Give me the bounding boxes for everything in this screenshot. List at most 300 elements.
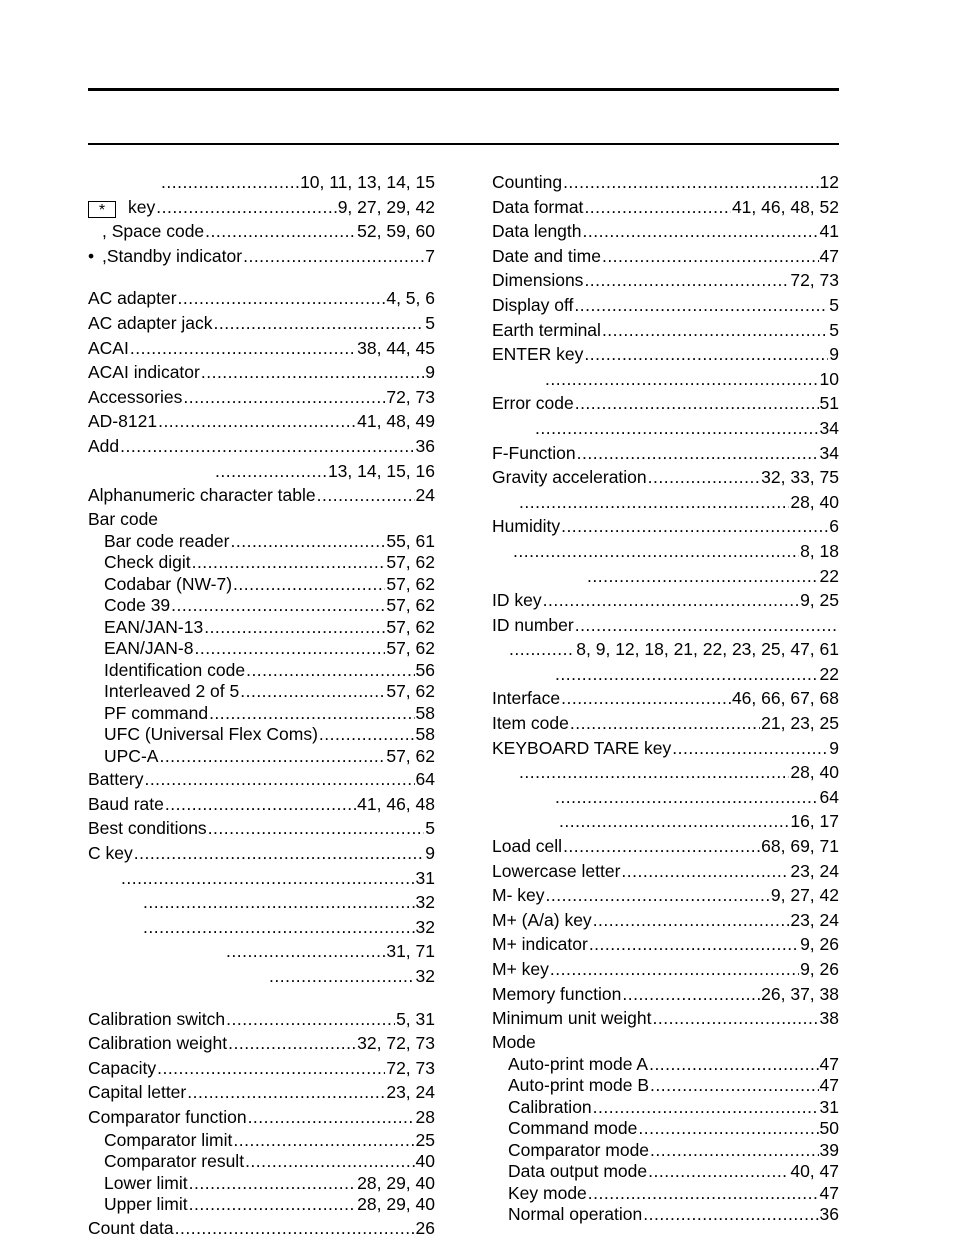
dot-leader <box>121 866 415 891</box>
dot-leader <box>588 1183 819 1205</box>
dot-leader <box>194 638 385 660</box>
page-numbers: 41, 48, 49 <box>357 411 435 432</box>
index-term-text: Comparator mode <box>508 1139 650 1160</box>
dot-leader <box>134 841 425 866</box>
dot-leader <box>535 416 819 441</box>
dot-leader <box>143 890 415 915</box>
index-entry <box>88 890 435 915</box>
index-subentry <box>492 1183 839 1205</box>
dot-leader <box>201 360 424 385</box>
page-numbers: 41, 46, 48 <box>357 793 435 814</box>
index-entry <box>492 318 839 343</box>
page-numbers: 46, 66, 67, 68 <box>731 688 839 709</box>
index-term <box>88 816 207 841</box>
index-term-text: M+ indicator <box>492 934 588 955</box>
index-term-text: Item code <box>492 713 569 734</box>
index-subentry <box>88 638 435 660</box>
index-term-text: F-Function <box>492 442 576 463</box>
index-term <box>492 932 588 957</box>
index-term-text: EAN/JAN-8 <box>104 638 194 659</box>
index-entry <box>88 483 435 508</box>
index-term <box>492 219 582 244</box>
page-numbers: 31, 71 <box>386 941 435 962</box>
index-term <box>492 1031 536 1054</box>
index-term <box>104 574 232 596</box>
index-term <box>88 219 204 244</box>
section-gap <box>88 989 435 1007</box>
index-entry <box>88 866 435 891</box>
index-subentry <box>492 1075 839 1097</box>
index-term <box>492 686 560 711</box>
index-term <box>508 1183 587 1205</box>
index-term <box>88 483 316 508</box>
index-subentry <box>492 1204 839 1226</box>
page-numbers: 23, 24 <box>790 909 839 930</box>
index-entry <box>88 1105 435 1130</box>
dot-leader <box>577 441 819 466</box>
index-term-text: ,Standby indicator <box>102 245 243 266</box>
dot-leader <box>246 660 414 682</box>
dot-leader <box>157 1056 385 1081</box>
dot-leader <box>226 1007 395 1032</box>
page-numbers: 22 <box>819 565 839 586</box>
dot-leader <box>165 792 356 817</box>
index-entry <box>88 939 435 964</box>
index-term-text: Command mode <box>508 1118 638 1139</box>
page-numbers: 41 <box>819 221 839 242</box>
dot-leader <box>545 367 819 392</box>
index-subentry <box>88 552 435 574</box>
index-term-text: Check digit <box>104 552 191 573</box>
index-entry <box>88 1216 435 1240</box>
page-numbers: 9, 25 <box>800 590 839 611</box>
page-numbers: 5, 31 <box>396 1008 435 1029</box>
dot-leader <box>233 574 385 596</box>
page-numbers: 4, 5, 6 <box>386 288 435 309</box>
index-entry <box>88 434 435 459</box>
page-numbers: 26 <box>415 1217 435 1238</box>
index-term-text: Codabar (NW-7) <box>104 573 233 594</box>
index-term-text: Alphanumeric character table <box>88 485 316 506</box>
dot-leader <box>650 1140 818 1162</box>
index-term-text: C key <box>88 843 133 863</box>
index-subentry <box>88 746 435 768</box>
page-numbers: 16, 17 <box>790 811 839 832</box>
index-entry <box>88 336 435 361</box>
dot-leader <box>245 1151 414 1173</box>
page-numbers: 25 <box>415 1129 435 1150</box>
page-numbers: 22 <box>819 663 839 684</box>
dot-leader <box>208 816 425 841</box>
dot-leader <box>519 760 789 785</box>
index-term-text: Humidity <box>492 516 561 537</box>
index-entry <box>88 409 435 434</box>
index-term-text: PF command <box>104 702 209 723</box>
dot-leader <box>587 564 819 589</box>
index-term <box>492 195 583 220</box>
dot-leader <box>226 939 385 964</box>
page-numbers: 47 <box>819 245 839 266</box>
dot-leader <box>513 539 799 564</box>
index-term-text: M- key <box>492 885 545 906</box>
dot-leader <box>209 703 414 725</box>
page-numbers: 56 <box>415 659 435 680</box>
index-term-text: M+ (A/a) key <box>492 909 592 930</box>
dot-leader <box>583 219 819 244</box>
page-numbers: 13, 14, 15, 16 <box>327 460 435 481</box>
dot-leader <box>559 809 789 834</box>
index-term <box>508 1161 647 1183</box>
dot-leader <box>158 409 356 434</box>
index-entry <box>492 908 839 933</box>
index-term-text: Lower limit <box>104 1172 188 1193</box>
page-numbers: 8, 9, 12, 18, 21, 22, 23, 25, 47, 61 <box>576 639 839 660</box>
dot-leader <box>319 724 415 746</box>
index-term-text: Memory function <box>492 983 622 1004</box>
index-term <box>104 638 193 660</box>
index-term-text: Mode <box>492 1031 536 1052</box>
page-numbers: 51 <box>819 393 839 414</box>
index-term-text: ENTER key <box>492 344 584 365</box>
index-subentry <box>88 574 435 596</box>
index-term <box>104 746 158 768</box>
page-numbers: 57, 62 <box>386 681 435 702</box>
page-numbers: 10 <box>819 368 839 389</box>
index-term <box>104 531 230 553</box>
index-entry <box>492 957 839 982</box>
index-term-text: Accessories <box>88 386 183 407</box>
index-entry <box>88 170 435 195</box>
dot-leader <box>650 1075 818 1097</box>
index-term <box>88 1080 186 1105</box>
index-term <box>88 385 182 410</box>
index-term-text: Comparator limit <box>104 1129 233 1150</box>
dot-leader <box>519 490 789 515</box>
page-numbers: 72, 73 <box>386 386 435 407</box>
index-term-text: UFC (Universal Flex Coms) <box>104 724 318 745</box>
index-term <box>88 1105 247 1130</box>
index-term-text: Interface <box>492 688 561 709</box>
page-numbers: 26, 37, 38 <box>761 983 839 1004</box>
index-term <box>492 588 542 613</box>
index-term <box>88 336 129 361</box>
dot-leader <box>638 1118 818 1140</box>
dot-leader <box>233 1130 414 1152</box>
page-numbers: 9 <box>829 737 839 758</box>
dot-leader <box>575 391 819 416</box>
index-entry <box>492 564 839 589</box>
index-entry <box>492 932 839 957</box>
dot-leader <box>269 964 415 989</box>
index-term-text: Battery <box>88 769 144 790</box>
index-entry <box>492 219 839 244</box>
dot-leader <box>243 244 424 269</box>
index-subentry <box>88 1173 435 1195</box>
index-term <box>88 792 164 817</box>
index-entry <box>492 539 839 564</box>
page-numbers: 28, 29, 40 <box>357 1172 435 1193</box>
index-term <box>492 834 562 859</box>
index-term <box>104 681 239 703</box>
dot-leader <box>584 195 731 220</box>
page-numbers: 9, 26 <box>800 934 839 955</box>
dot-leader <box>192 552 386 574</box>
index-subentry <box>492 1097 839 1119</box>
index-term <box>508 1204 642 1226</box>
index-heading <box>88 508 435 531</box>
page-numbers: 41, 46, 48, 52 <box>731 196 839 217</box>
page-numbers: 12 <box>819 172 839 192</box>
index-term <box>88 767 143 792</box>
index-entry <box>492 342 839 367</box>
index-entry <box>492 982 839 1007</box>
index-entry <box>88 1031 435 1056</box>
index-entry <box>492 711 839 736</box>
index-term-text: Gravity acceleration <box>492 467 647 488</box>
index-entry <box>492 391 839 416</box>
index-entry <box>492 662 839 687</box>
page-numbers: 9, 27, 42 <box>770 885 839 906</box>
index-subentry <box>88 681 435 703</box>
dot-leader <box>189 1173 357 1195</box>
dot-leader <box>574 293 828 318</box>
page-numbers: 55, 61 <box>386 530 435 551</box>
index-term <box>88 508 158 531</box>
page-numbers: 64 <box>819 786 839 807</box>
index-term <box>104 703 208 725</box>
page-numbers: 34 <box>819 417 839 438</box>
index-term-text: UPC-A <box>104 745 159 766</box>
page-numbers: 28 <box>415 1106 435 1127</box>
index-term-text: Data format <box>492 196 584 217</box>
index-term <box>104 660 245 682</box>
dot-leader <box>228 1031 356 1056</box>
dot-leader <box>555 785 819 810</box>
index-column-right <box>492 170 839 1226</box>
index-entry <box>492 809 839 834</box>
index-term-text: Calibration <box>508 1096 592 1117</box>
index-subentry <box>88 595 435 617</box>
index-term-text: ID number <box>492 614 574 635</box>
index-term <box>492 613 574 638</box>
index-term-text: Earth terminal <box>492 319 601 340</box>
index-entry <box>492 465 839 490</box>
bullet-icon: • <box>88 245 95 266</box>
dot-leader <box>602 244 819 269</box>
index-entry <box>88 767 435 792</box>
index-term <box>492 391 574 416</box>
index-term-text: Comparator result <box>104 1151 245 1172</box>
page-numbers: 23, 24 <box>386 1082 435 1103</box>
dot-leader <box>143 915 415 940</box>
index-entry <box>492 416 839 441</box>
dot-leader <box>204 617 385 639</box>
index-entry <box>492 268 839 293</box>
dot-leader <box>178 286 386 311</box>
index-term <box>88 244 242 269</box>
page-numbers: 9 <box>425 362 435 383</box>
page-numbers: 34 <box>819 442 839 463</box>
page-numbers: 58 <box>415 702 435 723</box>
page-numbers: 28, 40 <box>790 491 839 512</box>
index-term <box>88 1031 227 1056</box>
dot-leader <box>509 637 575 662</box>
index-entry <box>88 219 435 244</box>
index-term-text: Lowercase letter <box>492 860 621 881</box>
dot-leader <box>584 342 828 367</box>
index-term <box>104 724 318 746</box>
index-term <box>104 552 191 574</box>
index-subentry <box>492 1161 839 1183</box>
index-term-text: EAN/JAN-13 <box>104 616 204 637</box>
index-term-text: Bar code reader <box>104 530 230 551</box>
index-term-text: AD-8121 <box>88 411 158 432</box>
page-numbers: 5 <box>829 319 839 340</box>
index-term <box>492 908 592 933</box>
index-term <box>492 1006 652 1031</box>
page-numbers: 5 <box>829 294 839 315</box>
index-subentry <box>88 660 435 682</box>
index-term <box>88 1056 156 1081</box>
dot-leader <box>593 1097 819 1119</box>
index-entry <box>88 195 435 220</box>
dot-leader <box>215 459 327 484</box>
page-numbers: 68, 69, 71 <box>761 836 839 857</box>
dot-leader <box>563 170 818 195</box>
dot-leader <box>570 711 760 736</box>
dot-leader <box>563 834 760 859</box>
dot-leader <box>550 957 799 982</box>
dot-leader <box>648 465 760 490</box>
page-numbers: 32 <box>415 916 435 937</box>
dot-leader <box>561 686 731 711</box>
index-term-text: Identification code <box>104 659 246 680</box>
dot-leader <box>317 483 415 508</box>
page-numbers: 5 <box>425 818 435 839</box>
index-term-text: Calibration switch <box>88 1008 226 1029</box>
index-entry <box>88 915 435 940</box>
page-numbers: 32 <box>415 892 435 913</box>
index-term-text: Add <box>88 435 120 456</box>
index-term-text: key <box>128 196 156 217</box>
index-entry <box>88 459 435 484</box>
index-term <box>88 1216 174 1240</box>
index-term <box>492 244 601 269</box>
index-subentry <box>492 1118 839 1140</box>
page-numbers: 9 <box>425 843 435 863</box>
index-term-text: Normal operation <box>508 1204 643 1225</box>
index-term <box>88 434 119 459</box>
index-column-left <box>88 170 435 1240</box>
index-subentry <box>88 1151 435 1173</box>
dot-leader <box>205 219 356 244</box>
index-term-text: Calibration weight <box>88 1033 228 1054</box>
index-term <box>492 465 647 490</box>
header-rule <box>88 143 839 145</box>
index-term-text: Error code <box>492 393 574 414</box>
index-term <box>492 957 549 982</box>
index-term <box>492 318 601 343</box>
dot-leader <box>561 514 828 539</box>
dot-leader <box>248 1105 415 1130</box>
index-term-text: Key mode <box>508 1182 587 1203</box>
page-numbers: 57, 62 <box>386 595 435 616</box>
index-term-text: Comparator function <box>88 1106 247 1127</box>
index-subentry <box>88 531 435 553</box>
index-entry <box>88 816 435 841</box>
index-entry <box>492 195 839 220</box>
dot-leader <box>240 681 385 703</box>
index-entry <box>492 883 839 908</box>
index-term <box>88 360 200 385</box>
index-term <box>88 1007 225 1032</box>
index-heading <box>492 1031 839 1054</box>
dot-leader <box>589 932 799 957</box>
index-term-text: Capital letter <box>88 1082 187 1103</box>
asterisk-key-icon: * <box>88 201 116 218</box>
page-numbers: 31 <box>415 867 435 888</box>
dot-leader <box>575 613 838 638</box>
index-term <box>104 1130 232 1152</box>
page-numbers: 32, 33, 75 <box>761 467 839 488</box>
index-term <box>492 441 576 466</box>
page-numbers: 6 <box>829 516 839 537</box>
index-entry <box>88 385 435 410</box>
index-term <box>492 514 560 539</box>
page-numbers: 10, 11, 13, 14, 15 <box>300 172 435 192</box>
page-numbers: 57, 62 <box>386 745 435 766</box>
index-term-text: Data output mode <box>508 1161 648 1182</box>
page-numbers: 32, 72, 73 <box>357 1033 435 1054</box>
index-term-text: KEYBOARD TARE key <box>492 737 672 758</box>
dot-leader <box>648 1161 789 1183</box>
page-numbers: 28, 29, 40 <box>357 1194 435 1215</box>
dot-leader <box>187 1080 385 1105</box>
index-subentry <box>88 1130 435 1152</box>
index-term <box>508 1054 648 1076</box>
index-entry <box>492 1006 839 1031</box>
index-term-text: Date and time <box>492 245 601 266</box>
index-term-text: Bar code <box>88 508 159 529</box>
dot-leader <box>584 268 789 293</box>
index-term-text: M+ key <box>492 959 549 979</box>
dot-leader <box>214 311 425 336</box>
index-term-text: AC adapter <box>88 288 177 309</box>
dot-leader <box>231 531 386 553</box>
index-entry <box>492 490 839 515</box>
index-entry <box>492 588 839 613</box>
page-numbers: 47 <box>819 1075 839 1096</box>
page-numbers: 47 <box>819 1182 839 1203</box>
page-numbers: 8, 18 <box>800 540 839 561</box>
page-numbers: 21, 23, 25 <box>761 713 839 734</box>
index-entry <box>492 785 839 810</box>
page-numbers: 40 <box>415 1151 435 1172</box>
index-term <box>508 1097 592 1119</box>
index-entry <box>492 760 839 785</box>
page-numbers: 39 <box>819 1139 839 1160</box>
dot-leader <box>161 170 299 195</box>
index-term <box>104 617 203 639</box>
index-term <box>492 859 620 884</box>
page-numbers: 9 <box>829 344 839 365</box>
index-entry <box>492 367 839 392</box>
top-rule <box>88 88 839 91</box>
index-term-text: , Space code <box>102 221 205 242</box>
page-numbers: 72, 73 <box>386 1057 435 1078</box>
index-entry <box>492 834 839 859</box>
index-entry <box>492 244 839 269</box>
